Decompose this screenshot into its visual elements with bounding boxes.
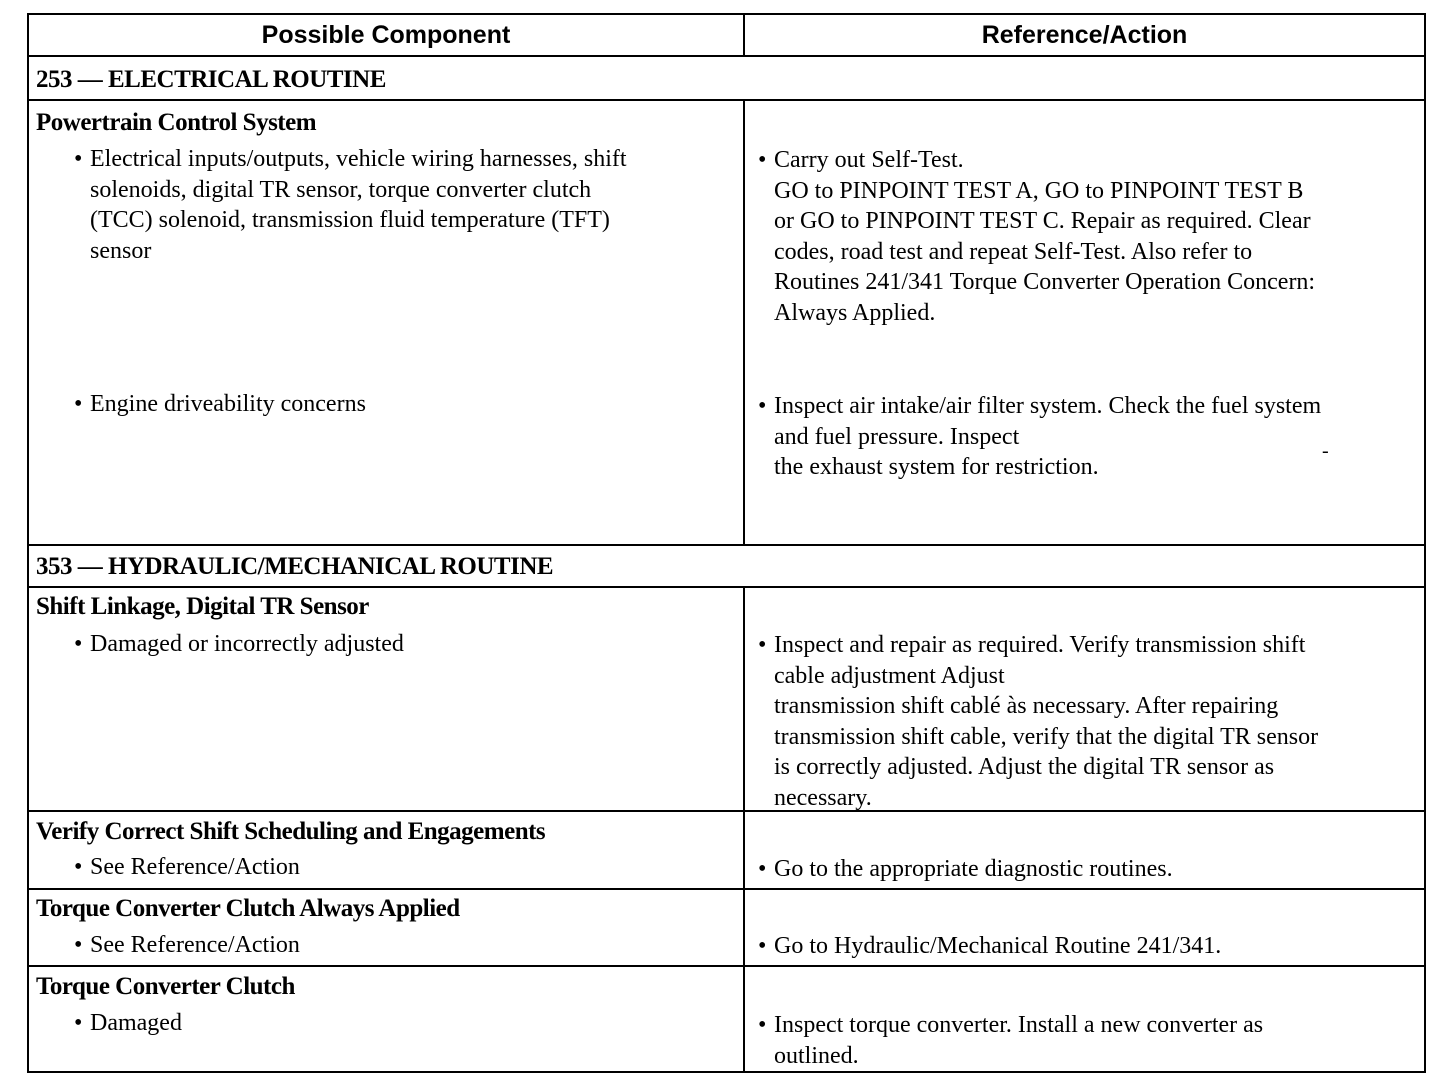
action-item: • Inspect torque converter. Install a new converter as outlined. bbox=[758, 1012, 1264, 1069]
component-item: • Engine driveability concerns bbox=[90, 389, 740, 420]
bullet: • bbox=[758, 632, 767, 658]
group-heading: Torque Converter Clutch bbox=[36, 973, 295, 1000]
table-row bbox=[29, 890, 1424, 967]
group-heading: Torque Converter Clutch Always Applied bbox=[36, 895, 460, 922]
action-item: • Inspect and repair as required. Verify transmission shift cable adjustment Adjust transmission shift cablé às necessary. After repairing transmission shift cable, verify that the digital TR sensor is correctly adjusted. Adjust the digital TR sensor as necessary. bbox=[758, 632, 1319, 811]
bullet: • bbox=[74, 854, 83, 880]
action-item: • Inspect air intake/air filter system. Check the fuel system and fuel pressure. Inspect the exhaust system for restriction. bbox=[758, 393, 1322, 480]
group-heading: Shift Linkage, Digital TR Sensor bbox=[36, 593, 369, 620]
stray-mark: - bbox=[1322, 440, 1329, 462]
routine-253-title: 253 — ELECTRICAL ROUTINE bbox=[36, 66, 386, 93]
bullet: • bbox=[758, 1012, 767, 1038]
diagnostic-table bbox=[27, 13, 1426, 1073]
bullet: • bbox=[74, 631, 83, 657]
bullet: • bbox=[758, 147, 767, 173]
action-item: • Carry out Self-Test. GO to PINPOINT TEST A, GO to PINPOINT TEST B or GO to PINPOINT TEST C. Repair as required. Clear codes, road test and repeat Self-Test. Also refer to Routines 241/341 Torque Converter Operation Concern: Always Applied. bbox=[758, 147, 1316, 326]
column-header-action: Reference/Action bbox=[981, 21, 1188, 49]
action-item: • Go to the appropriate diagnostic routines. bbox=[774, 854, 1424, 885]
table-row bbox=[29, 967, 1424, 1071]
component-item: • See Reference/Action bbox=[90, 852, 740, 883]
table-row bbox=[29, 588, 1424, 812]
bullet: • bbox=[74, 932, 83, 958]
bullet: • bbox=[74, 1010, 83, 1036]
routine-353-title: 353 — HYDRAULIC/MECHANICAL ROUTINE bbox=[36, 553, 554, 580]
bullet: • bbox=[758, 393, 767, 419]
bullet: • bbox=[74, 391, 83, 417]
component-item: • Damaged bbox=[90, 1008, 740, 1039]
action-item: • Go to Hydraulic/Mechanical Routine 241/341. bbox=[774, 931, 1424, 962]
component-item: • Electrical inputs/outputs, vehicle wiring harnesses, shift solenoids, digital TR sensor, torque converter clutch (TCC) solenoid, transmission fluid temperature (TFT) sensor bbox=[74, 146, 627, 264]
table-header-row bbox=[29, 15, 1424, 57]
routine-253-title-row bbox=[29, 57, 1424, 101]
component-item: • Damaged or incorrectly adjusted bbox=[90, 629, 740, 660]
group-heading: Verify Correct Shift Scheduling and Engagements bbox=[36, 818, 546, 845]
table-row bbox=[29, 101, 1424, 546]
routine-353-title-row bbox=[29, 546, 1424, 588]
column-header-component: Possible Component bbox=[261, 21, 511, 49]
bullet: • bbox=[758, 856, 767, 882]
bullet: • bbox=[74, 146, 83, 172]
bullet: • bbox=[758, 933, 767, 959]
group-heading: Powertrain Control System bbox=[36, 109, 317, 136]
table-row bbox=[29, 812, 1424, 890]
component-item: • See Reference/Action bbox=[90, 930, 740, 961]
